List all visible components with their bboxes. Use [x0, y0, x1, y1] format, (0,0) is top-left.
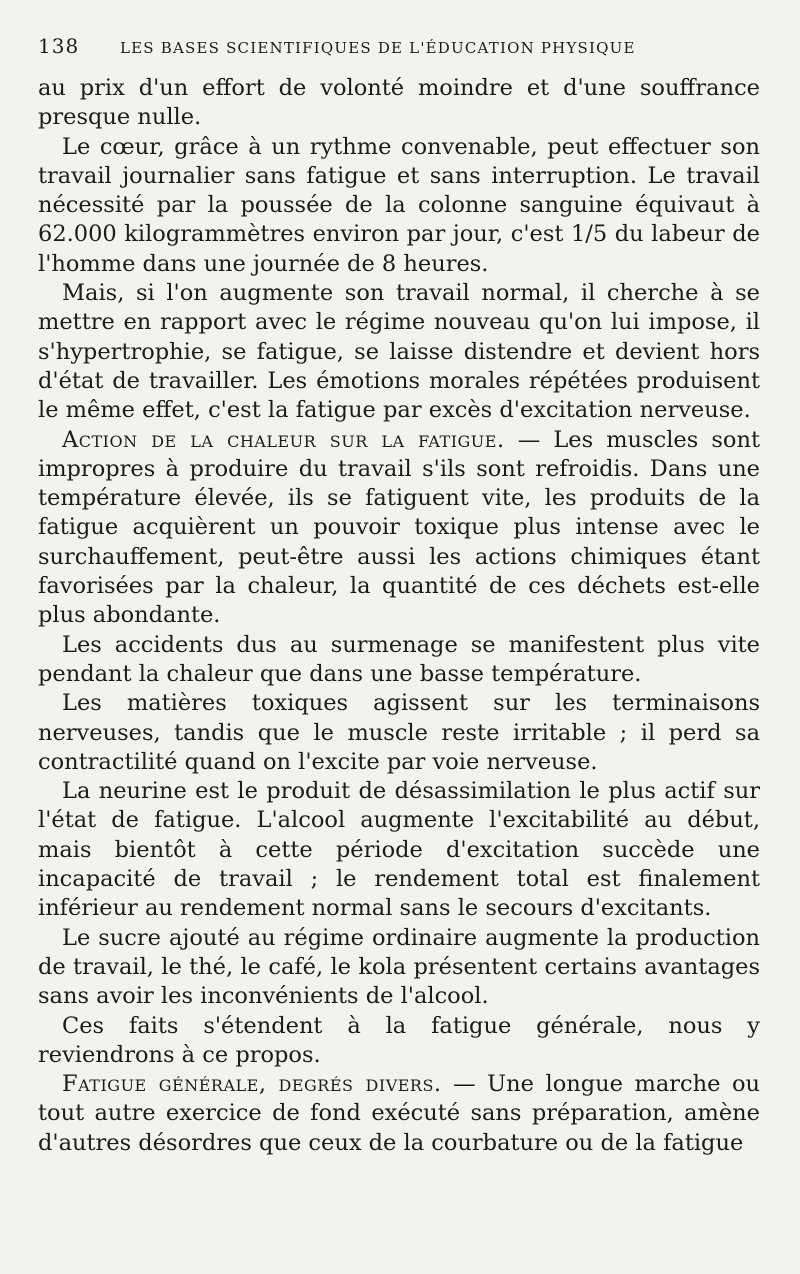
page-number: 138 [38, 34, 80, 58]
section-heat-body: — Les muscles sont impropres à produire du travail s'ils sont refroidis. Dans une température élevée, ils se fatiguent vite, les produits de la fatigue acquièrent un pouvoir toxique plus intense avec le surchauffement, peut-être aussi les actions chimiques étant favorisées par la chaleur, la quantité de ces déchets est-elle plus abondante. [38, 426, 760, 629]
section-heat-paragraph [38, 426, 760, 631]
paragraph-5: Les accidents dus au surmenage se manifestent plus vite pendant la chaleur que dans une basse température. [38, 631, 760, 687]
paragraph-6: Les matières toxiques agissent sur les terminaisons nerveuses, tandis que le muscle reste irritable ; il perd sa contractilité quand on l'excite par voie nerveuse. [38, 690, 760, 775]
section-general-fatigue-body: — Une longue marche ou tout autre exercice de fond exécuté sans préparation, amène d'autres désordres que ceux de la courbature ou de la fatigue [38, 1071, 760, 1156]
section-heading-heat: Action de la chaleur sur la fatigue. [62, 426, 505, 453]
paragraph-3: Mais, si l'on augmente son travail normal, il cherche à se mettre en rapport avec le régime nouveau qu'on lui impose, il s'hypertrophie, se fatigue, se laisse distendre et devient hors d'état de travailler. Les émotions morales répétées produisent le même effet, c'est la fatigue par excès d'excitation nerveuse. [38, 280, 760, 424]
running-title: LES BASES SCIENTIFIQUES DE L'ÉDUCATION PHYSIQUE [120, 39, 636, 57]
section-heading-general-fatigue: Fatigue générale, degrés divers. [62, 1071, 442, 1098]
paragraph-7: La neurine est le produit de désassimilation le plus actif sur l'état de fatigue. L'alcool augmente l'excitabilité au début, mais bientôt à cette période d'excitation succède une incapacité de travail ; le rendement total est finalement inférieur au rendement normal sans le secours d'excitants. [38, 778, 760, 922]
paragraph-2: Le cœur, grâce à un rythme convenable, peut effectuer son travail journalier sans fatigue et sans interruption. Le travail nécessité par la poussée de la colonne sanguine équivaut à 62.000 kilogrammètres environ par jour, c'est 1/5 du labeur de l'homme dans une journée de 8 heures. [38, 133, 760, 277]
page-header [38, 34, 760, 74]
paragraph-9: Ces faits s'étendent à la fatigue générale, nous y reviendrons à ce propos. [38, 1012, 760, 1068]
section-general-fatigue-paragraph [38, 1070, 760, 1158]
paragraph-8: Le sucre ajouté au régime ordinaire augmente la production de travail, le thé, le café, le kola présentent certains avantages sans avoir les inconvénients de l'alcool. [38, 924, 760, 1010]
body-text [38, 74, 760, 1158]
paragraph-1: au prix d'un effort de volonté moindre et d'une souffrance presque nulle. [38, 75, 760, 131]
